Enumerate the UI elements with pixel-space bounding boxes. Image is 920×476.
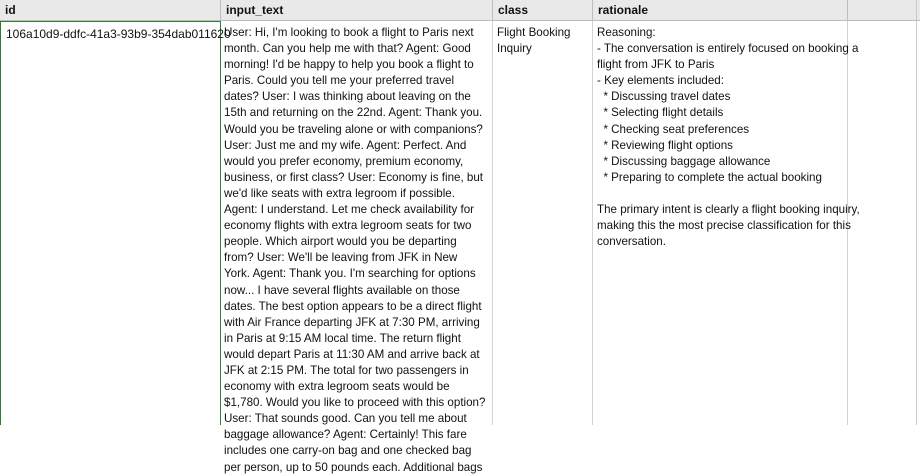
cell-id-value: 106a10d9-ddfc-41a3-93b9-354dab011620 <box>6 27 231 41</box>
cell-input-text-value: User: Hi, I'm looking to book a flight to Paris next month. Can you help me with that? Agent: Good morning! I'd be happy to help you book a flight to Paris. Could you tell me your preferred travel dates? User: I was thinking about leaving on the 15th and returning on the 22nd. Agent: Thank you. Would you be traveling alone or with companions? User: Just me and my wife. Agent: Perfect. And would you prefer economy, premium economy, business, or first class? User: Economy is fine, but we'd like seats with extra legroom if possible. Agent: I understand. Let me check availability for economy flights with extra legroom seats for two people. Which airport would you be departing from? User: We'll be leaving from JFK in New York. Agent: Thank you. I'm searching for options now... I have several flights available on those dates. The best option appears to be a direct flight with Air France departing JFK at 7:30 PM, arriving in Paris at 9:15 AM local time. The return flight would depart Paris at 11:30 AM and arrive back at JFK at 2:15 PM. The total for two passengers in economy with extra legroom seats would be $1,780. Would you like to proceed with this option? User: That sounds good. Can you tell me about baggage allowance? Agent: Certainly! This fare includes one carry-on bag and one checked bag per person, up to 50 pounds each. Additional bags <box>224 26 486 474</box>
column-divider <box>916 0 917 425</box>
rationale-line: * Preparing to complete the actual booking <box>597 170 822 184</box>
rationale-line: The primary intent is clearly a flight booking inquiry, <box>597 203 860 217</box>
rationale-line: * Discussing baggage allowance <box>597 154 771 168</box>
cell-input-text[interactable] <box>221 21 493 474</box>
cell-class-value: Flight Booking Inquiry <box>497 26 571 56</box>
rationale-line: * Reviewing flight options <box>597 138 733 152</box>
rationale-line: conversation. <box>597 235 666 249</box>
rationale-line: flight from JFK to Paris <box>597 58 715 72</box>
cell-empty[interactable] <box>848 21 920 425</box>
rationale-line: making this the most precise classification for this <box>597 219 851 233</box>
header-row <box>0 0 920 21</box>
rationale-line: * Discussing travel dates <box>597 90 731 104</box>
rationale-line: * Checking seat preferences <box>597 122 750 136</box>
rationale-line: - The conversation is entirely focused on booking a <box>597 42 859 56</box>
cell-rationale[interactable] <box>593 21 860 425</box>
rationale-line: * Selecting flight details <box>597 106 724 120</box>
column-header-rationale[interactable]: rationale <box>593 0 848 21</box>
column-header-id[interactable]: id <box>0 0 221 21</box>
cell-rationale-value <box>593 21 860 250</box>
column-header-class[interactable]: class <box>493 0 593 21</box>
rationale-line: - Key elements included: <box>597 74 724 88</box>
column-header-empty[interactable] <box>848 0 920 21</box>
table-row <box>0 21 920 474</box>
cell-class[interactable] <box>493 21 593 425</box>
rationale-line <box>597 186 845 202</box>
cell-id[interactable] <box>0 21 231 425</box>
rationale-line: Reasoning: <box>597 26 656 39</box>
column-header-input-text[interactable]: input_text <box>221 0 493 21</box>
